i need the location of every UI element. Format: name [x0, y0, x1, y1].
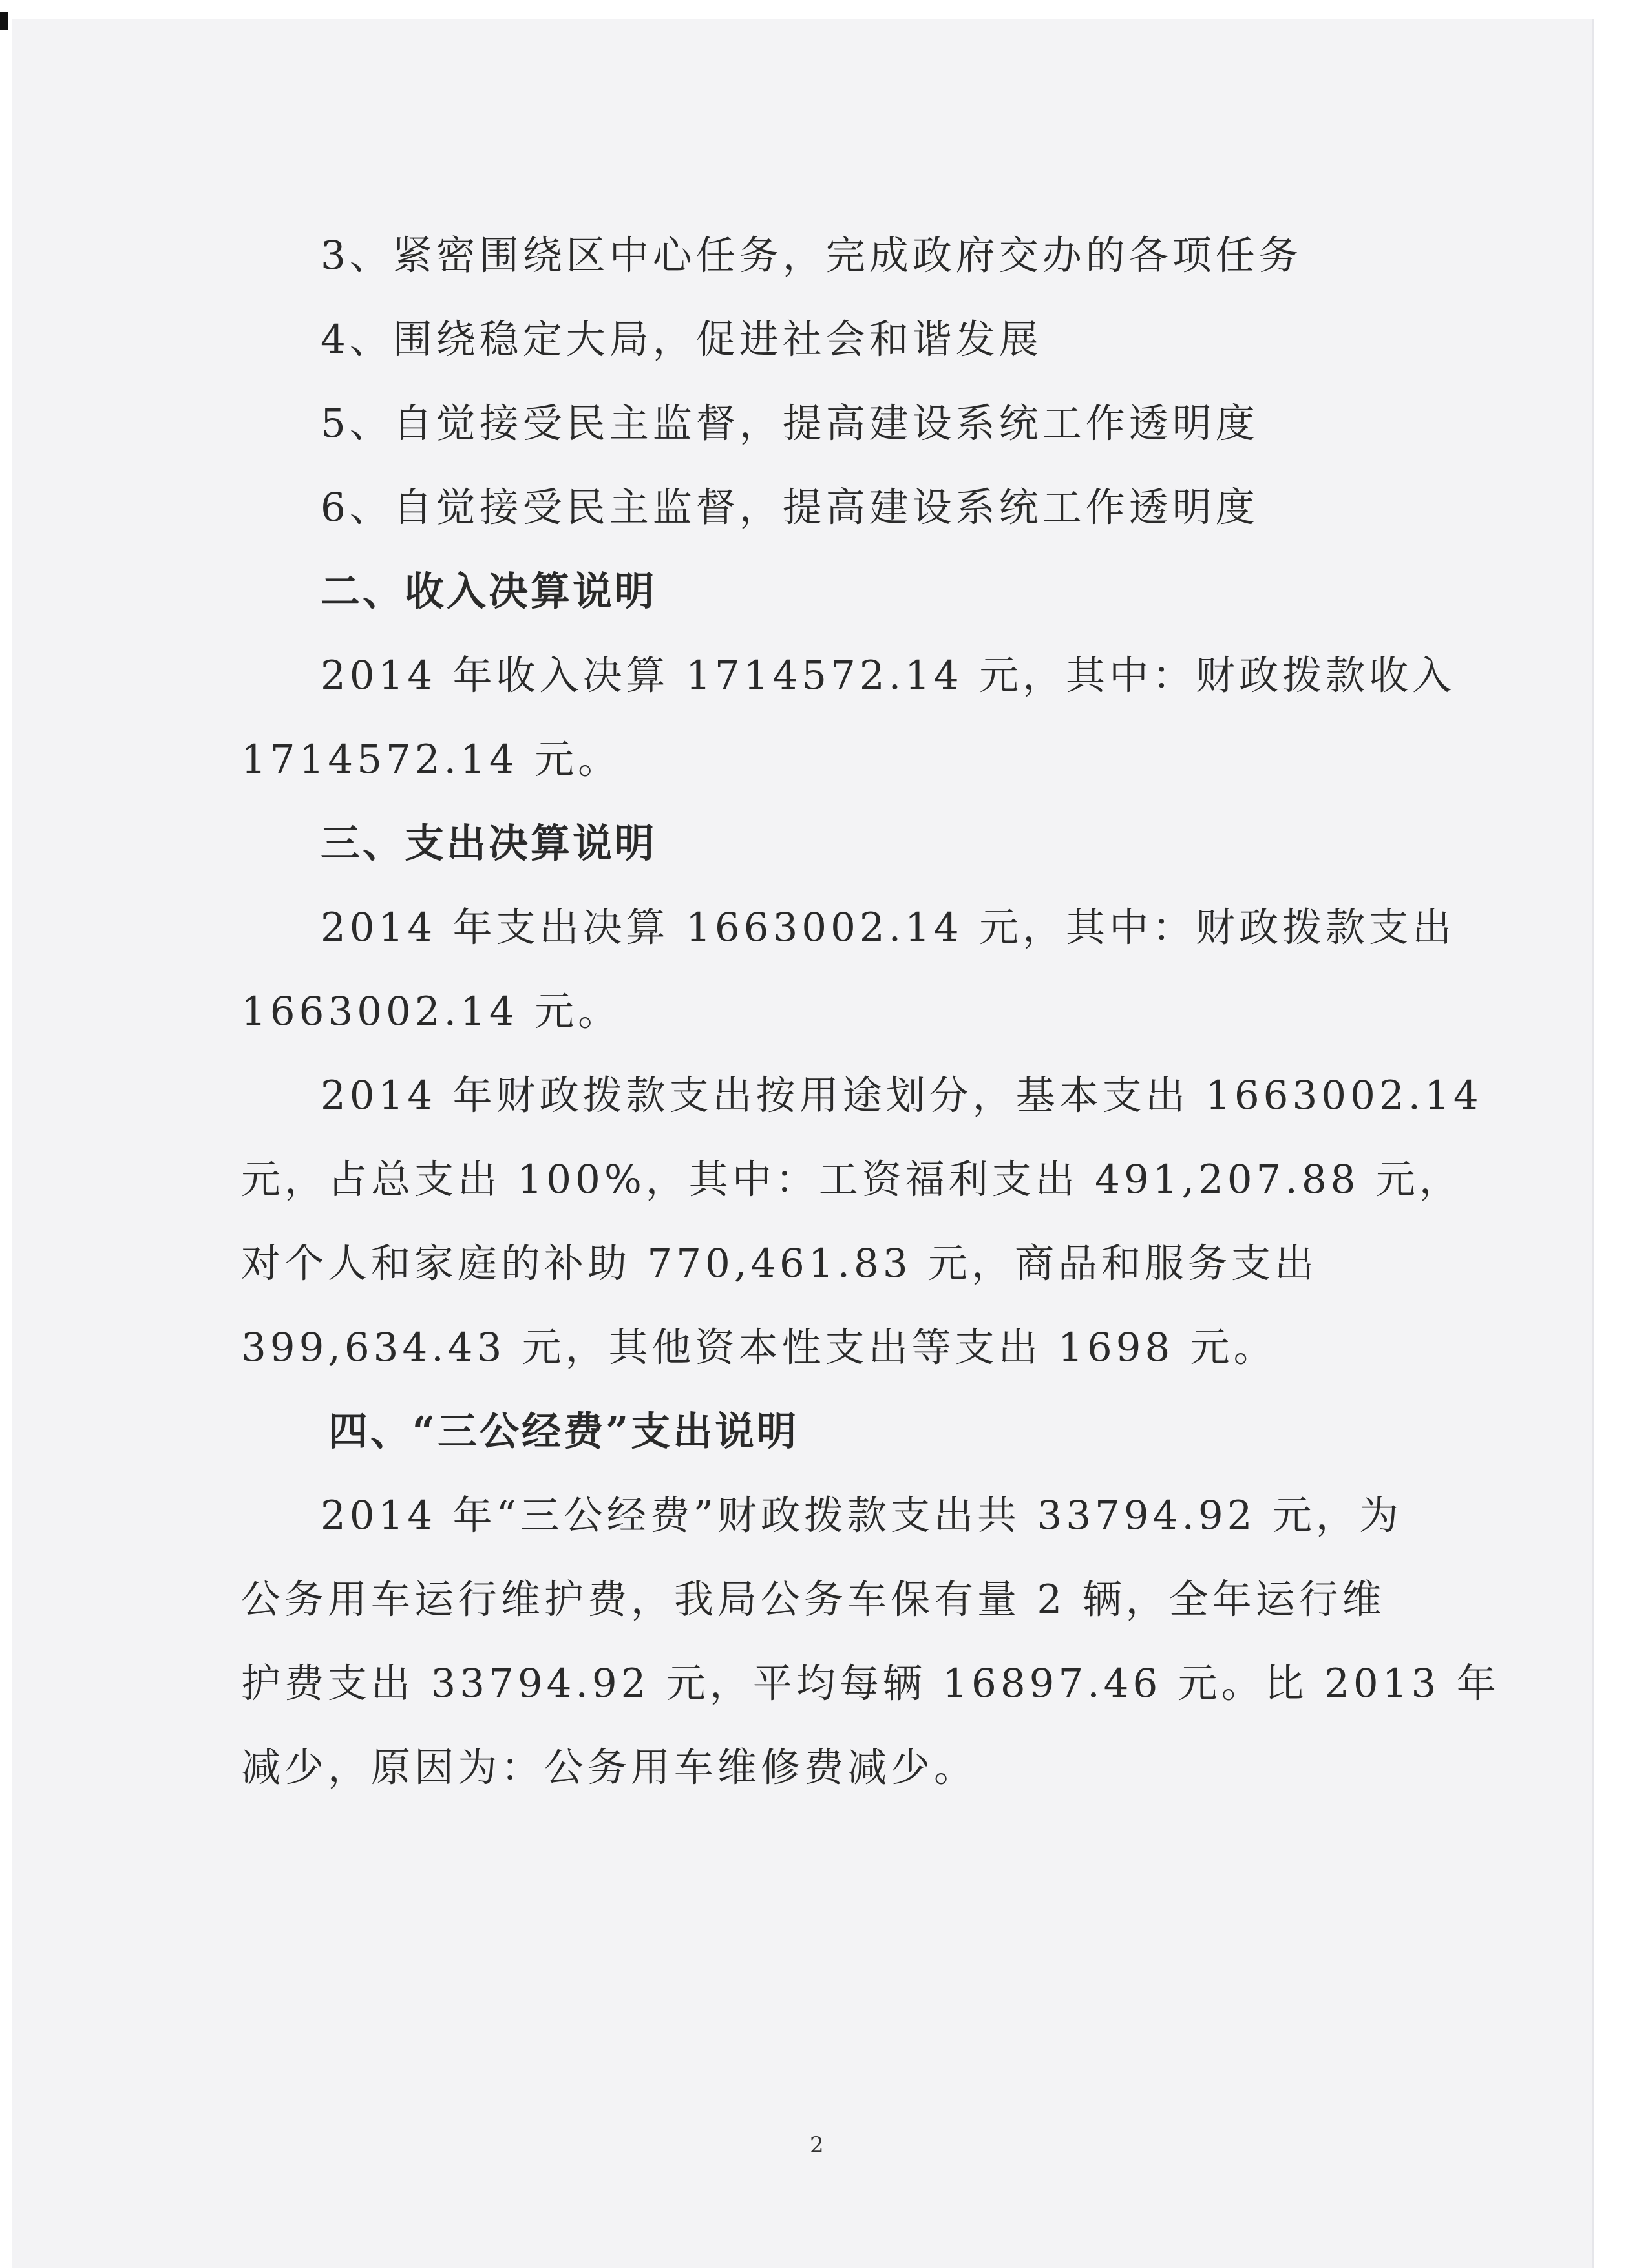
- expenditure-paragraph-1-line-1: 2014 年支出决算 1663002.14 元，其中：财政拨款支出: [321, 905, 1456, 950]
- scan-corner-mark: [0, 12, 8, 30]
- document-page: [12, 19, 1594, 2268]
- section-heading-three-public-expenses: 四、“三公经费”支出说明: [328, 1409, 799, 1454]
- income-paragraph-line-2: 1714572.14 元。: [241, 737, 622, 782]
- income-paragraph-line-1: 2014 年收入决算 1714572.14 元，其中：财政拨款收入: [321, 653, 1456, 698]
- list-item-6: 6、自觉接受民主监督，提高建设系统工作透明度: [321, 485, 1259, 530]
- expenditure-paragraph-2-line-3: 对个人和家庭的补助 770,461.83 元，商品和服务支出: [241, 1241, 1318, 1286]
- list-item-4: 4、围绕稳定大局，促进社会和谐发展: [321, 317, 1042, 362]
- section-heading-expenditure: 三、支出决算说明: [321, 821, 657, 866]
- three-public-paragraph-line-1: 2014 年“三公经费”财政拨款支出共 33794.92 元，为: [321, 1493, 1402, 1538]
- expenditure-paragraph-1-line-2: 1663002.14 元。: [241, 989, 622, 1034]
- expenditure-paragraph-2-line-4: 399,634.43 元，其他资本性支出等支出 1698 元。: [241, 1325, 1277, 1370]
- list-item-3: 3、紧密围绕区中心任务，完成政府交办的各项任务: [321, 233, 1302, 278]
- expenditure-paragraph-2-line-1: 2014 年财政拨款支出按用途划分，基本支出 1663002.14: [321, 1073, 1483, 1118]
- expenditure-paragraph-2-line-2: 元，占总支出 100%，其中：工资福利支出 491,207.88 元，: [241, 1157, 1463, 1202]
- list-item-5: 5、自觉接受民主监督，提高建设系统工作透明度: [321, 401, 1259, 446]
- three-public-paragraph-line-3: 护费支出 33794.92 元，平均每辆 16897.46 元。比 2013 年: [241, 1661, 1500, 1706]
- page-number: 2: [810, 2132, 824, 2158]
- section-heading-income: 二、收入决算说明: [321, 569, 657, 614]
- three-public-paragraph-line-2: 公务用车运行维护费，我局公务车保有量 2 辆，全年运行维: [241, 1577, 1386, 1622]
- three-public-paragraph-line-4: 减少，原因为：公务用车维修费减少。: [241, 1745, 978, 1790]
